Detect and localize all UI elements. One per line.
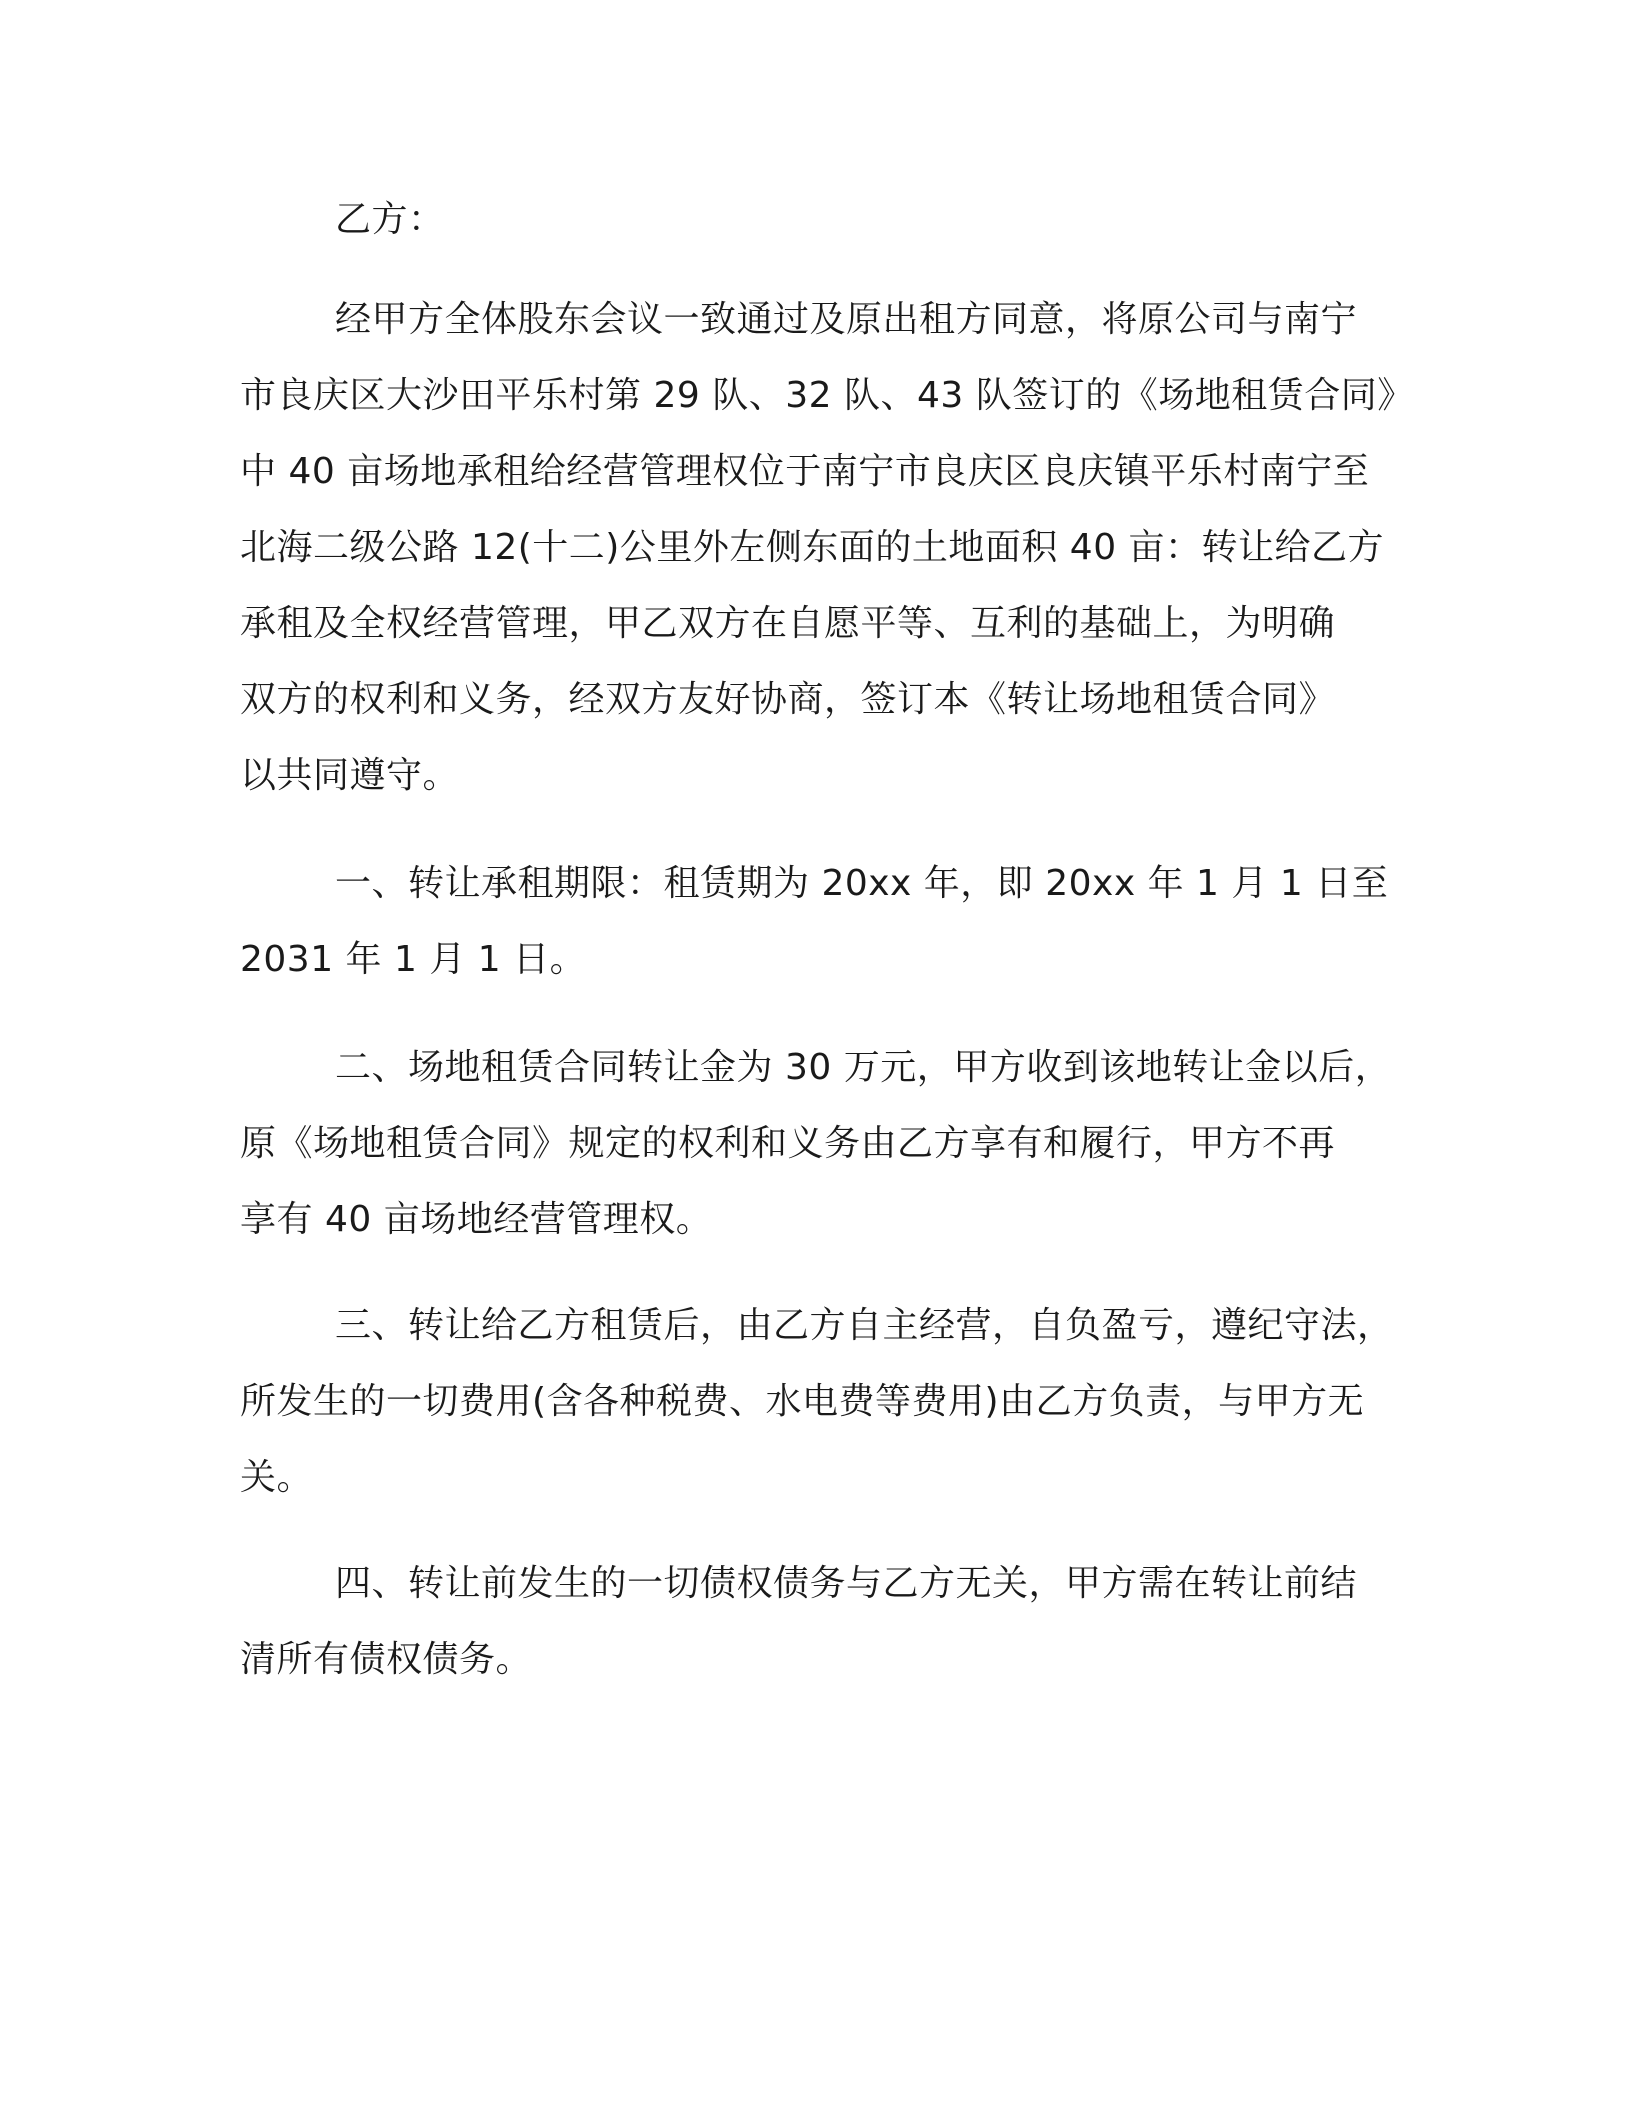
intro-line-4: 北海二级公路 12(十二)公里外左侧东面的土地面积 40 亩：转让给乙方 xyxy=(240,527,1385,568)
clause-2-line-3: 享有 40 亩场地经营管理权。 xyxy=(240,1199,713,1240)
intro-line-1: 经甲方全体股东会议一致通过及原出租方同意，将原公司与南宁 xyxy=(335,299,1358,340)
intro-line-5: 承租及全权经营管理，甲乙双方在自愿平等、互利的基础上，为明确 xyxy=(240,603,1336,644)
intro-line-7: 以共同遵守。 xyxy=(240,755,460,796)
clause-4-line-1: 四、转让前发生的一切债权债务与乙方无关，甲方需在转让前结 xyxy=(335,1563,1358,1604)
clause-2-line-2: 原《场地租赁合同》规定的权利和义务由乙方享有和履行，甲方不再 xyxy=(240,1123,1336,1164)
intro-line-2: 市良庆区大沙田平乐村第 29 队、32 队、43 队签订的《场地租赁合同》 xyxy=(240,375,1414,416)
intro-line-3: 中 40 亩场地承租给经营管理权位于南宁市良庆区良庆镇平乐村南宁至 xyxy=(240,451,1370,492)
intro-line-6: 双方的权利和义务，经双方友好协商，签订本《转让场地租赁合同》 xyxy=(240,679,1336,720)
party-b-label: 乙方： xyxy=(335,199,445,240)
clause-1-line-1: 一、转让承租期限：租赁期为 20xx 年，即 20xx 年 1 月 1 日至 xyxy=(335,863,1389,904)
clause-4-line-2: 清所有债权债务。 xyxy=(240,1639,533,1680)
clause-3-line-2: 所发生的一切费用(含各种税费、水电费等费用)由乙方负责，与甲方无 xyxy=(240,1381,1365,1422)
clause-3-line-1: 三、转让给乙方租赁后，由乙方自主经营，自负盈亏，遵纪守法， xyxy=(335,1305,1394,1346)
clause-3-line-3: 关。 xyxy=(240,1457,314,1498)
clause-2-line-1: 二、场地租赁合同转让金为 30 万元，甲方收到该地转让金以后， xyxy=(335,1047,1392,1088)
clause-1-line-2: 2031 年 1 月 1 日。 xyxy=(240,939,587,980)
